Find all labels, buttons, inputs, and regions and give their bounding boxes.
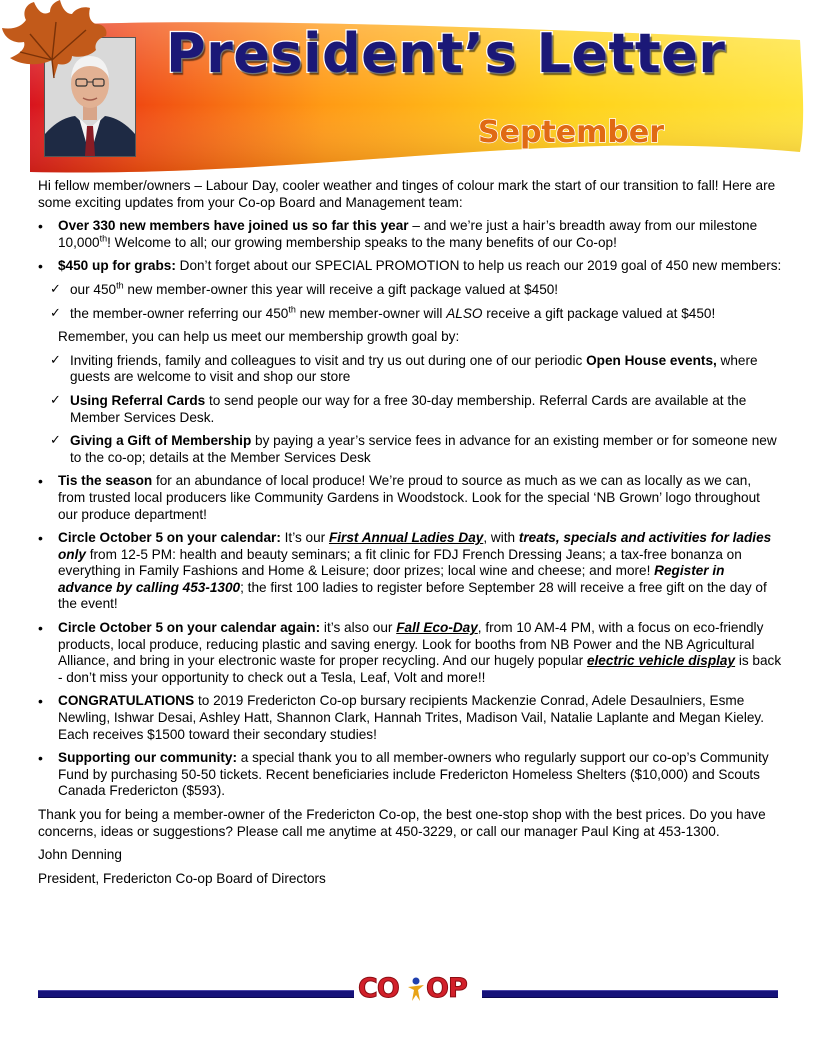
signature-name: John Denning <box>38 847 122 863</box>
page-title: President’s Letter <box>166 22 726 85</box>
promo-checklist <box>58 282 782 322</box>
checklist-item: ✓ Using Referral Cards to send people our way for a free 30-day membership. Referral Cards are available at the Member Services Desk. <box>52 393 782 426</box>
list-item: • Circle October 5 on your calendar again: it’s also our Fall Eco-Day, from 10 AM-4 PM, with a focus on eco-friendly products, local produce, reducing plastic and saving energy. Look for booths from NB Power and the NB Agricultural Alliance, and bring in your electronic waste for proper recycling. And our hugely popular electric vehicle display is back - don’t miss your opportunity to check out a Tesla, Leaf, Volt and more!! <box>38 620 782 686</box>
list-item: • Supporting our community: a special thank you to all member-owners who regularly support our co-op’s Community Fund by purchasing 50-50 tickets. Recent beneficiaries include Fredericton Homeless Shelters ($10,000) and Scouts Canada Fredericton ($593). <box>38 750 782 800</box>
coop-logo: CO OP <box>354 973 482 1007</box>
signature-title: President, Fredericton Co-op Board of Directors <box>38 870 326 886</box>
letter-body <box>38 178 782 894</box>
closing-paragraph: Thank you for being a member-owner of the Fredericton Co-op, the best one-stop shop with the best prices. Do you have concerns, ideas or suggestions? Please call me anytime at 450-3229, or call our manager Paul King at 453-1300. <box>38 807 766 839</box>
header-banner <box>0 0 816 176</box>
update-list <box>38 218 782 800</box>
checklist-item: ✓ Giving a Gift of Membership by paying a year’s service fees in advance for an existing member or for someone new to the co-op; details at the Member Services Desk <box>52 433 782 466</box>
checklist-item: ✓ the member-owner referring our 450th new member-owner will ALSO receive a gift package valued at $450! <box>52 306 782 323</box>
autumn-leaf-icon <box>0 0 108 82</box>
remember-text: Remember, you can help us meet our membership growth goal by: <box>58 329 460 345</box>
list-item: • Tis the season for an abundance of local produce! We’re proud to source as much as we can as locally as we can, from trusted local producers like Community Gardens in Woodstock. Look for the special ‘NB Grown’ logo throughout our produce department! <box>38 473 782 523</box>
month-subtitle: September <box>478 115 664 150</box>
list-item: • CONGRATULATIONS to 2019 Fredericton Co-op bursary recipients Mackenzie Conrad, Adele Desaulniers, Esme Newling, Ishwar Desai, Ashley Hatt, Shannon Clark, Hannah Trites, Madison Vail, Natalie Laplante and Megan Kieley. Each receives $1500 toward their secondary studies! <box>38 693 782 743</box>
list-item: • Circle October 5 on your calendar: It’s our First Annual Ladies Day, with treats, specials and activities for ladies only from 12-5 PM: health and beauty seminars; a fit clinic for FDJ French Dressing Jeans; a tax-free bonanza on everything in Family Fashions and Home & Leisure; door prizes; local wine and cheese; and more! Register in advance by calling 453-1300; the first 100 ladies to register before September 28 will receive a free gift on the day of the event! <box>38 530 782 613</box>
list-item: • $450 up for grabs: Don’t forget about our SPECIAL PROMOTION to help us reach our 2019 goal of 450 new members: ✓ our 450th new member-owner this year will receive a gift package valued at $450! ✓ the member-owner referring our 450th new member-owner will ALSO receive a gift package valued at $450! Remember, you can help us meet our membership growth goal by: ✓ Inviting friends, family and colleagues to visit and try us out during one of our periodic Open House events, where guests are welcome to visit and shop our store ✓ Using Referral Cards to send people our way for a free 30-day membership. Referral Cards are available at the Member Services Desk. ✓ Giving a Gift of Membership by paying a year’s service fees in advance for an existing member or for someone new to the co-op; details at the Member Services Desk <box>38 258 782 466</box>
list-item: • Over 330 new members have joined us so far this year – and we’re just a hair’s breadth away from our milestone 10,000th! Welcome to all; our growing membership speaks to the many benefits of our Co-op! <box>38 218 782 251</box>
checklist-item: ✓ Inviting friends, family and colleagues to visit and try us out during one of our periodic Open House events, where guests are welcome to visit and shop our store <box>52 353 782 386</box>
growth-checklist <box>58 353 782 467</box>
intro-paragraph: Hi fellow member/owners – Labour Day, cooler weather and tinges of colour mark the start of our transition to fall! Here are some exciting updates from your Co-op Board and Management team: <box>38 178 776 210</box>
checklist-item: ✓ our 450th new member-owner this year will receive a gift package valued at $450! <box>52 282 782 299</box>
coop-figure-icon <box>406 977 426 1001</box>
footer-bar <box>38 973 778 1004</box>
